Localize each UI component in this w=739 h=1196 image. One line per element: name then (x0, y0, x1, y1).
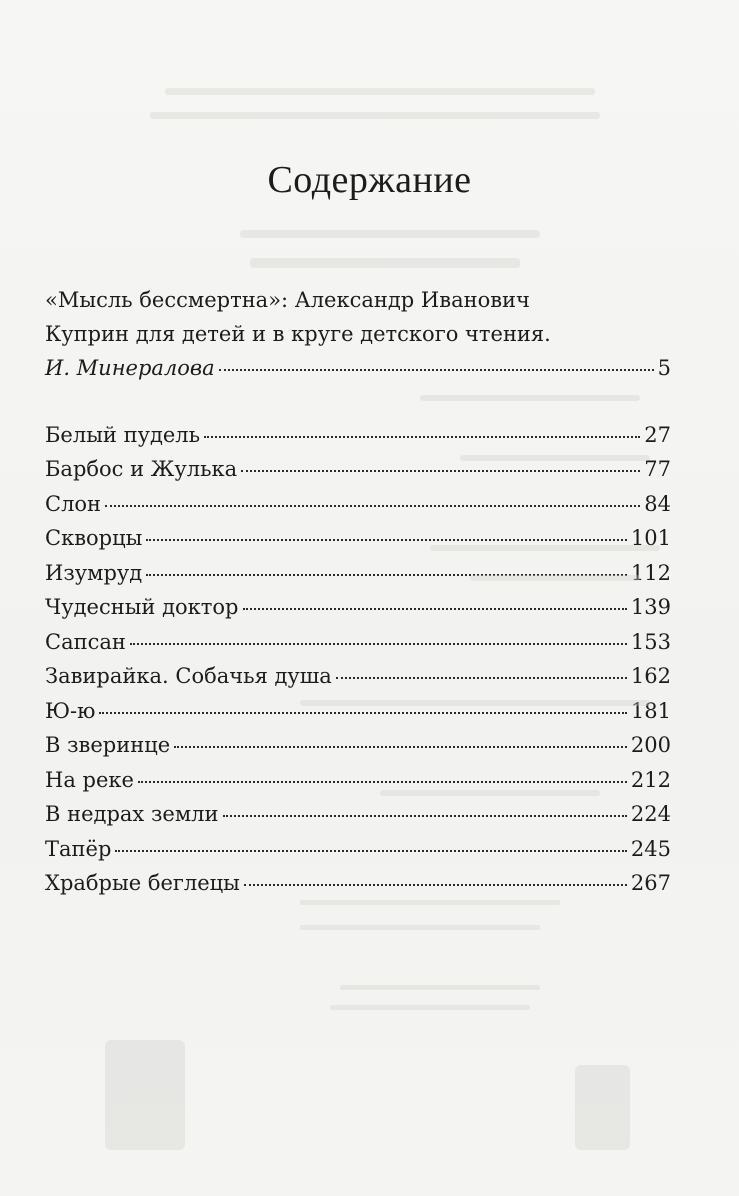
dot-leader (99, 712, 626, 714)
entry-title: Скворцы (45, 526, 143, 550)
entry-title: Слон (45, 491, 102, 516)
table-of-contents (45, 283, 671, 901)
entry-title: Белый пудель (45, 422, 201, 447)
entry-title: Ю-ю (45, 698, 96, 723)
entry-title: Барбос и Жулька (45, 457, 238, 481)
toc-entry (45, 418, 671, 453)
toc-entry (45, 728, 671, 763)
toc-entry (45, 797, 671, 832)
page-number: 224 (630, 802, 671, 826)
dot-leader (138, 781, 627, 783)
entry-title: В зверинце (45, 733, 171, 757)
dot-leader (130, 643, 627, 645)
page-number: 212 (630, 767, 671, 792)
toc-entry-intro (45, 351, 671, 386)
entry-title: Чудесный доктор (45, 595, 239, 619)
intro-author: И. Минералова (45, 356, 215, 380)
page-number: 181 (630, 698, 671, 723)
toc-entry (45, 694, 671, 729)
dot-leader (146, 539, 627, 541)
entry-title: В недрах земли (45, 802, 219, 826)
page-number: 5 (657, 356, 671, 380)
dot-leader (241, 470, 640, 472)
dot-leader (336, 677, 627, 679)
toc-entry (45, 590, 671, 625)
entry-title: Завирайка. Собачья душа (45, 664, 332, 688)
dot-leader (146, 574, 627, 576)
page-number: 245 (630, 836, 671, 861)
page-number: 77 (644, 457, 671, 481)
toc-entry (45, 452, 671, 487)
dot-leader (223, 815, 627, 817)
intro-line-2: Куприн для детей и в круге детского чтения. (45, 322, 551, 346)
entry-title: Изумруд (45, 560, 143, 585)
page-title: Содержание (267, 159, 472, 201)
page-number: 162 (630, 664, 671, 688)
toc-entry (45, 659, 671, 694)
dot-leader (204, 436, 640, 438)
page-number: 153 (630, 629, 671, 654)
page-number: 84 (644, 491, 671, 516)
dot-leader (243, 608, 627, 610)
page-number: 101 (630, 526, 671, 550)
dot-leader (174, 746, 627, 748)
dot-leader (105, 505, 640, 507)
toc-entry (45, 521, 671, 556)
page-number: 267 (630, 871, 671, 895)
toc-entry (45, 866, 671, 901)
entry-title: Храбрые беглецы (45, 871, 240, 895)
page-number: 200 (630, 733, 671, 757)
toc-entry (45, 556, 671, 591)
dot-leader (219, 369, 654, 371)
entry-title: Сапсан (45, 629, 126, 654)
intro-line-1: «Мысль бессмертна»: Александр Иванович (45, 288, 530, 312)
entry-title: На реке (45, 767, 134, 792)
dot-leader (115, 850, 627, 852)
dot-leader (244, 884, 627, 886)
toc-entry (45, 625, 671, 660)
entry-title: Тапёр (45, 836, 112, 861)
toc-entry (45, 832, 671, 867)
toc-entry (45, 763, 671, 798)
page-number: 112 (630, 560, 671, 585)
toc-entry (45, 487, 671, 522)
page-number: 27 (644, 422, 671, 447)
page-number: 139 (630, 595, 671, 619)
